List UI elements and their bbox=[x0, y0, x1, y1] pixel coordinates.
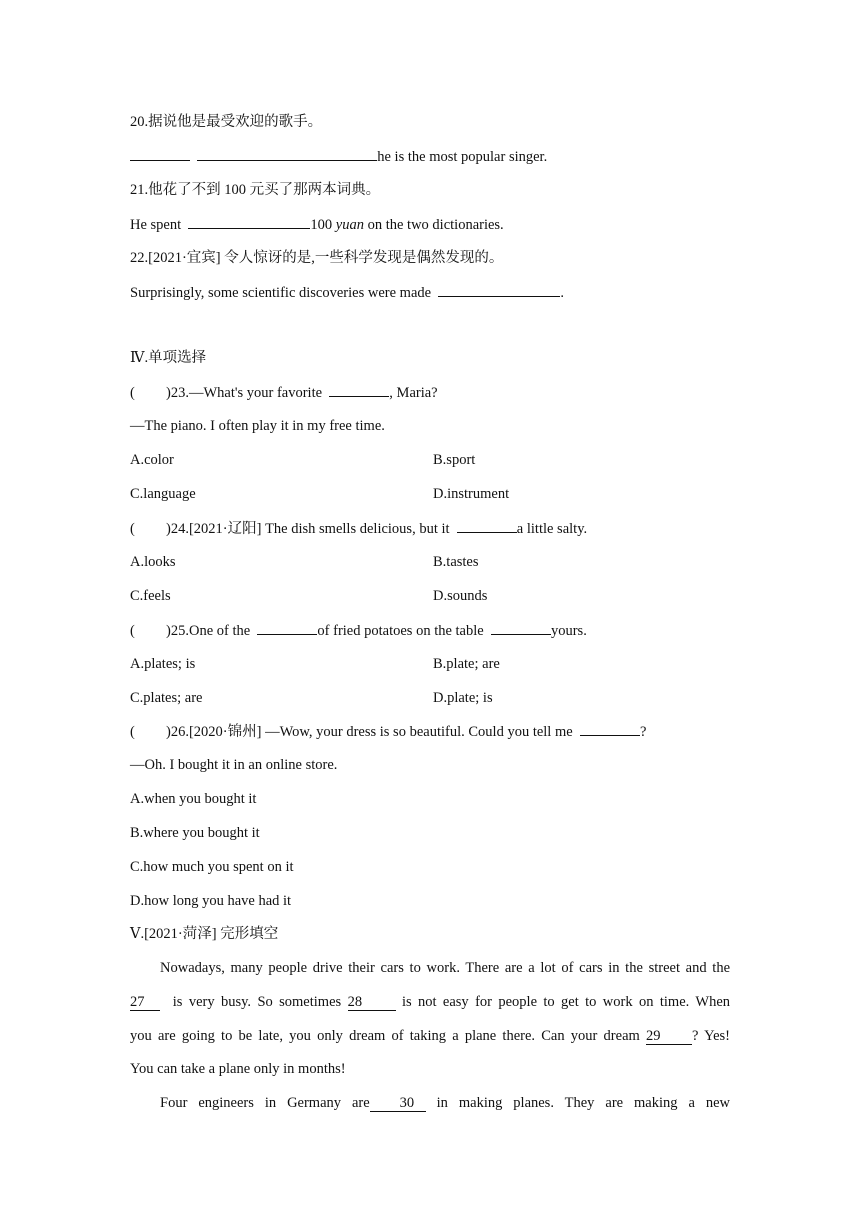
q22-tail: . bbox=[560, 285, 564, 301]
q24-option-b[interactable]: B.tastes bbox=[433, 554, 479, 570]
q26-option-c[interactable]: C.how much you spent on it bbox=[130, 859, 294, 875]
blank[interactable] bbox=[197, 146, 377, 161]
q21-head: He spent bbox=[130, 217, 182, 233]
answer-bracket[interactable]: ( bbox=[130, 623, 135, 639]
q21-amount: 100 bbox=[310, 217, 333, 233]
answer-bracket[interactable]: ( bbox=[130, 385, 135, 401]
blank-28[interactable]: 28 bbox=[348, 994, 396, 1011]
q23-option-b[interactable]: B.sport bbox=[433, 452, 476, 468]
q20-prompt: 20.据说他是最受欢迎的歌手。 bbox=[130, 114, 323, 130]
cloze-line-5: Four engineers in Germany are 30 in making planes. They are making a new bbox=[160, 1095, 730, 1111]
q24-option-d[interactable]: D.sounds bbox=[433, 588, 488, 604]
q23-option-a[interactable]: A.color bbox=[130, 452, 174, 468]
blank[interactable] bbox=[580, 721, 640, 736]
blank[interactable] bbox=[491, 620, 551, 635]
q22-prompt: 22.[2021·宜宾] 令人惊讶的是,一些科学发现是偶然发现的。 bbox=[130, 250, 504, 266]
q26-reply: —Oh. I bought it in an online store. bbox=[130, 757, 338, 773]
q24-option-a[interactable]: A.looks bbox=[130, 554, 176, 570]
blank[interactable] bbox=[457, 518, 517, 533]
q25-option-a[interactable]: A.plates; is bbox=[130, 656, 196, 672]
q20-tail: he is the most popular singer. bbox=[377, 149, 548, 165]
q26-option-d[interactable]: D.how long you have had it bbox=[130, 893, 292, 909]
section4-title: Ⅳ.单项选择 bbox=[130, 350, 207, 366]
q21-answer-line bbox=[130, 214, 504, 235]
q23-stem: ( )23.—What's your favorite , Maria? bbox=[130, 382, 438, 403]
cloze-line-2: 27 is very busy. So sometimes 28 is not easy for people to get to work on time. When bbox=[130, 994, 731, 1010]
cloze-line-4: You can take a plane only in months! bbox=[130, 1061, 346, 1077]
q26-stem: ( )26.[2020·锦州] —Wow, your dress is so beautiful. Could you tell me ? bbox=[130, 721, 646, 742]
q25-option-c[interactable]: C.plates; are bbox=[130, 690, 203, 706]
section5-title: Ⅴ.[2021·菏泽] 完形填空 bbox=[130, 926, 279, 942]
blank[interactable] bbox=[130, 146, 190, 161]
q23-option-d[interactable]: D.instrument bbox=[433, 486, 510, 502]
blank[interactable] bbox=[257, 620, 317, 635]
q25-option-d[interactable]: D.plate; is bbox=[433, 690, 493, 706]
q25-stem: ( )25.One of the of fried potatoes on the table yours. bbox=[130, 620, 587, 641]
answer-bracket[interactable]: ( bbox=[130, 521, 135, 537]
q24-option-c[interactable]: C.feels bbox=[130, 588, 171, 604]
blank[interactable] bbox=[188, 214, 310, 229]
q24-stem: ( )24.[2021·辽阳] The dish smells delicious, but it a little salty. bbox=[130, 518, 587, 539]
cloze-line-1: Nowadays, many people drive their cars to work. There are a lot of cars in the street and the bbox=[160, 960, 730, 976]
q21-prompt: 21.他花了不到 100 元买了那两本词典。 bbox=[130, 182, 381, 198]
blank-29[interactable]: 29 bbox=[646, 1028, 692, 1045]
q23-option-c[interactable]: C.language bbox=[130, 486, 196, 502]
q21-unit: yuan bbox=[335, 217, 364, 233]
answer-bracket[interactable]: ( bbox=[130, 724, 135, 740]
q22-answer-line bbox=[130, 282, 564, 303]
q25-option-b[interactable]: B.plate; are bbox=[433, 656, 500, 672]
blank[interactable] bbox=[438, 282, 560, 297]
q22-head: Surprisingly, some scientific discoveries were made bbox=[130, 285, 432, 301]
q21-tail: on the two dictionaries. bbox=[367, 217, 504, 233]
q26-option-a[interactable]: A.when you bought it bbox=[130, 791, 257, 807]
q23-reply: —The piano. I often play it in my free time. bbox=[130, 418, 385, 434]
blank-27[interactable]: 27 bbox=[130, 994, 160, 1011]
q20-answer-line bbox=[130, 146, 547, 167]
blank[interactable] bbox=[329, 382, 389, 397]
cloze-line-3: you are going to be late, you only dream of taking a plane there. Can your dream 29 ? Yes! bbox=[130, 1028, 731, 1044]
blank-30[interactable]: 30 bbox=[370, 1095, 426, 1112]
q26-option-b[interactable]: B.where you bought it bbox=[130, 825, 260, 841]
